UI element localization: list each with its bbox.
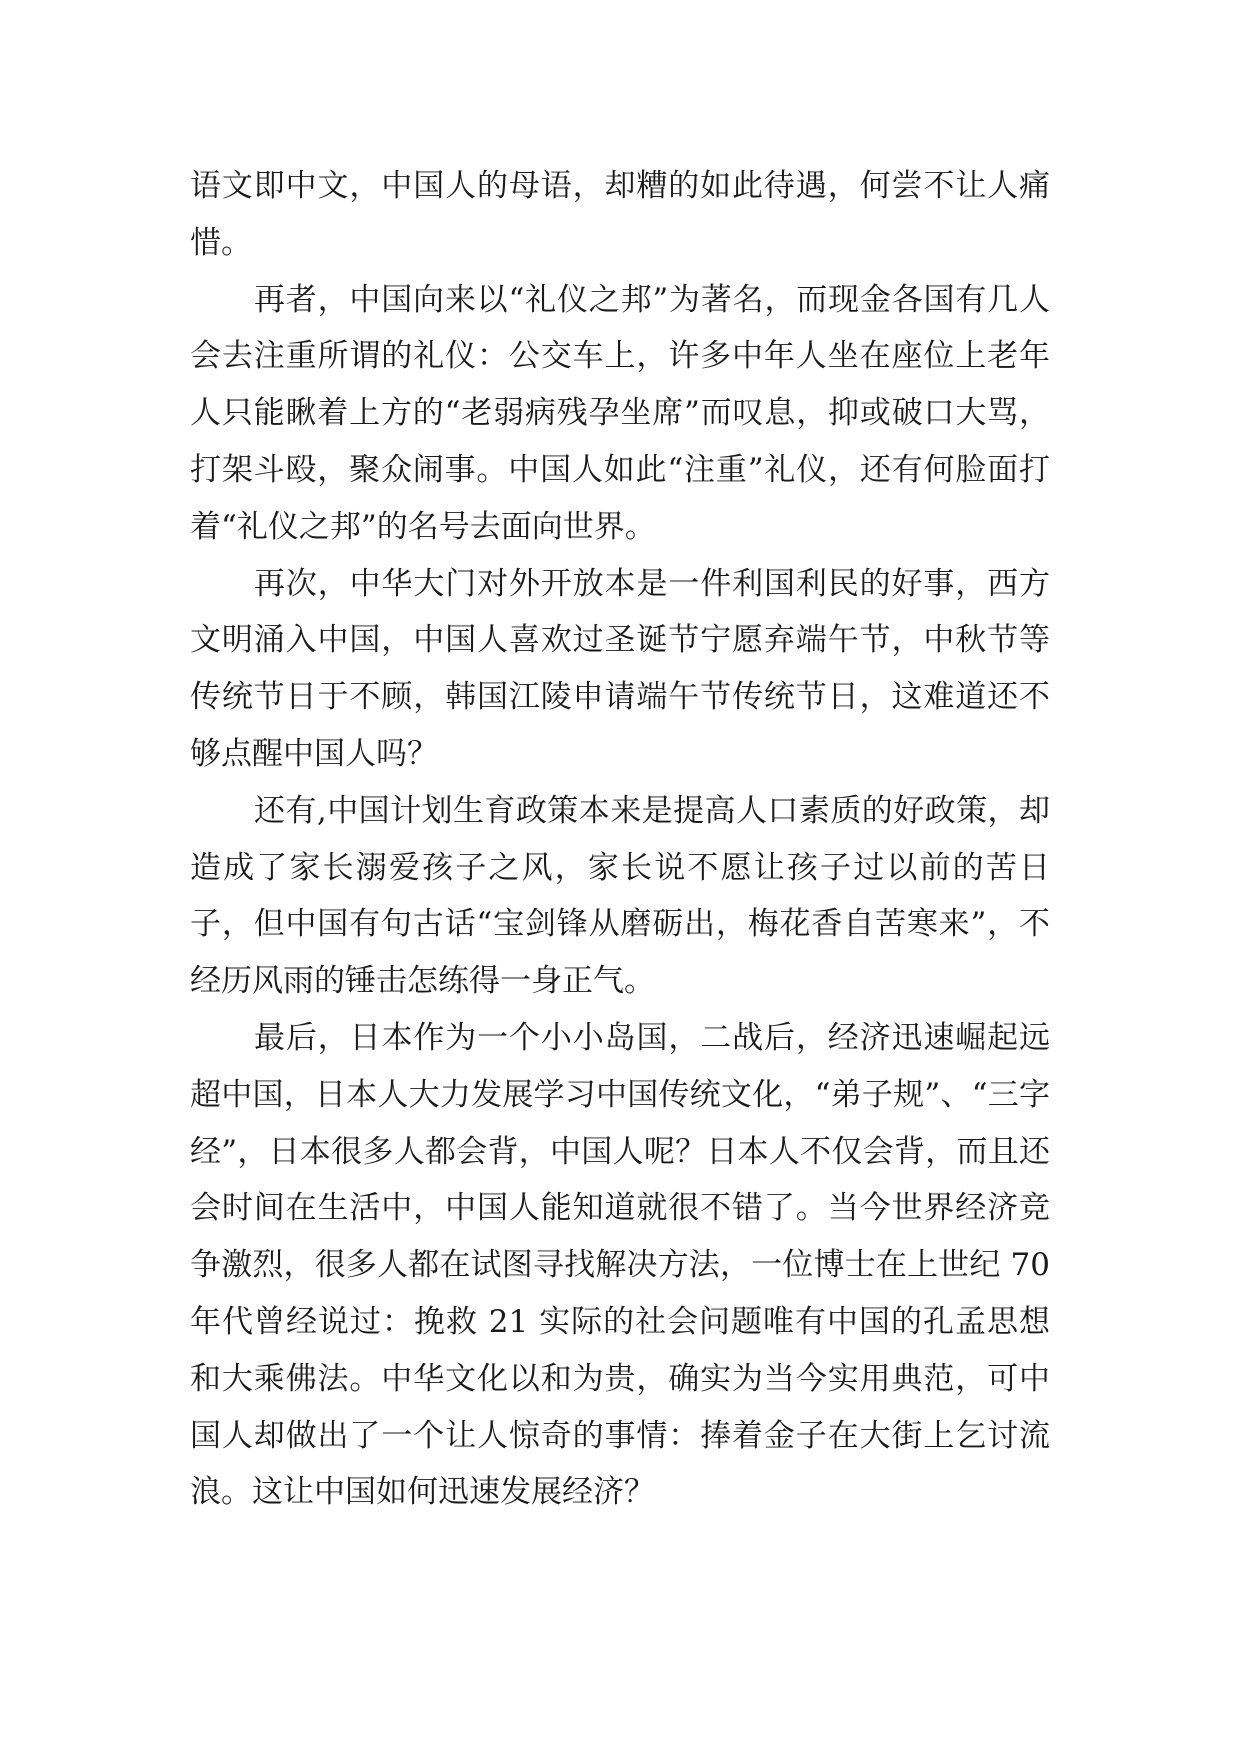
paragraph-4: 还有,中国计划生育政策本来是提高人口素质的好政策，却造成了家长溺爱孩子之风，家长说不愿让孩子过以前的苦日子，但中国有句古话“宝剑锋从磨砺出，梅花香自苦寒来”，不经历风雨的锤击怎练得一身正气。: [190, 792, 1050, 1000]
paragraph-2: 再者，中国向来以“礼仪之邦”为著名，而现金各国有几人会去注重所谓的礼仪：公交车上，许多中年人坐在座位上老年人只能瞅着上方的“老弱病残孕坐席”而叹息，抑或破口大骂，打架斗殴，聚众闹事。中国人如此“注重”礼仪，还有何脸面打着“礼仪之邦”的名号去面向世界。: [190, 281, 1050, 545]
paragraph-1: 语文即中文，中国人的母语，却糟的如此待遇，何尝不让人痛惜。: [190, 168, 1050, 261]
paragraph-3: 再次，中华大门对外开放本是一件利国利民的好事，西方文明涌入中国，中国人喜欢过圣诞节宁愿弃端午节，中秋节等传统节日于不顾，韩国江陵申请端午节传统节日，这难道还不够点醒中国人吗？: [190, 565, 1050, 772]
essay-body: [190, 158, 1050, 1521]
paragraph-5: 最后，日本作为一个小小岛国，二战后，经济迅速崛起远超中国，日本人大力发展学习中国传统文化，“弟子规”、“三字经”，日本很多人都会背，中国人呢？日本人不仅会背，而且还会时间在生活中，中国人能知道就很不错了。当今世界经济竞争激烈，很多人都在试图寻找解决方法，一位博士在上世纪 70 年代曾经说过：挽救 21 实际的社会问题唯有中国的孔孟思想和大乘佛法。中华文化以和为贵，确实为当今实用典范，可中国人却做出了一个让人惊奇的事情：捧着金子在大街上乞讨流浪。这让中国如何迅速发展经济？: [190, 1019, 1050, 1511]
